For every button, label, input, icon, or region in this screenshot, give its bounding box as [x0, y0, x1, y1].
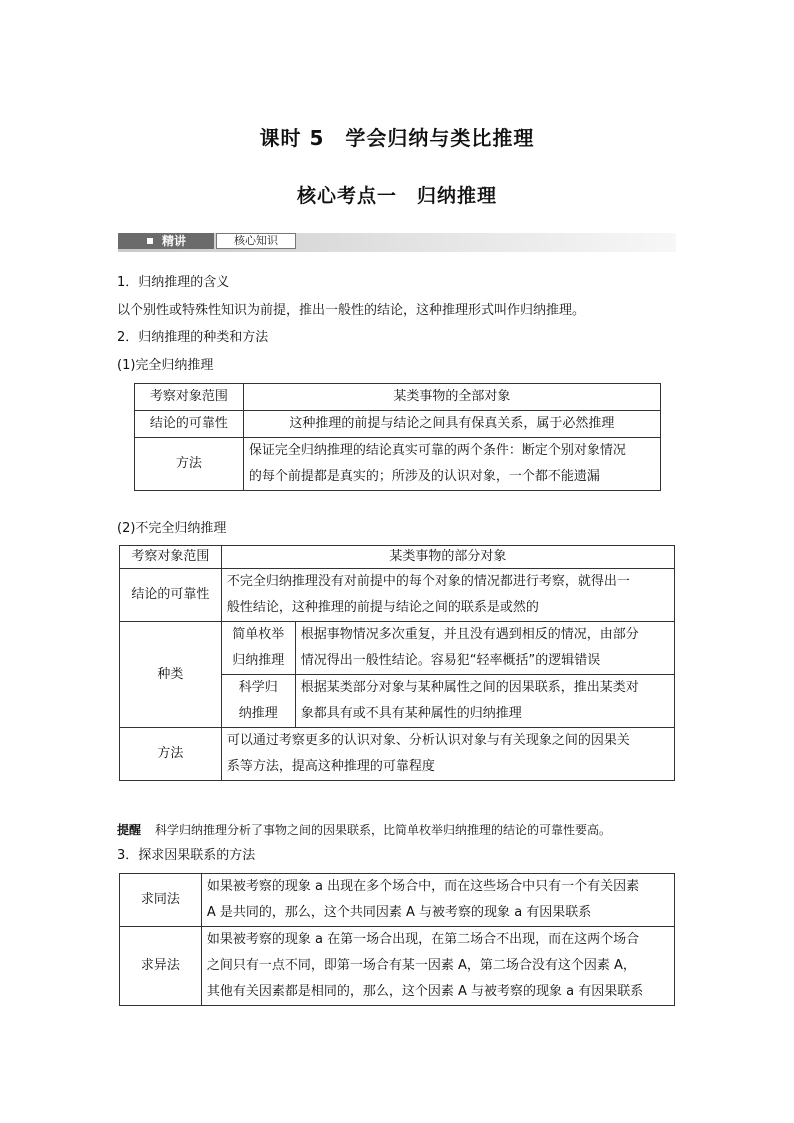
row-value: 如果被考察的现象 a 出现在多个场合中，而在这些场合中只有一个有关因素 A 是共同的，那么，这个共同因素 A 与被考察的现象 a 有因果联系: [201, 874, 674, 927]
table-row: [120, 927, 675, 1006]
table-row: [120, 546, 675, 569]
row-value: 某类事物的部分对象: [221, 546, 674, 569]
incomplete-caption: (2)不完全归纳推理: [117, 521, 227, 536]
row-label: 结论的可靠性: [135, 411, 244, 438]
table-row: [135, 411, 661, 438]
table-row: [135, 384, 661, 411]
sub-label: 科学归 纳推理: [221, 675, 295, 728]
row-label: 结论的可靠性: [120, 569, 222, 622]
row-value: 不完全归纳推理没有对前提中的每个对象的情况都进行考察，就得出一 般性结论，这种推理的前提与结论之间的联系是或然的: [221, 569, 674, 622]
table-row: [135, 438, 661, 491]
section-title: 核心考点一 归纳推理: [296, 185, 497, 207]
row-value: 可以通过考察更多的认识对象、分析认识对象与有关现象之间的因果关 系等方法，提高这种推理的可靠程度: [221, 728, 674, 781]
row-label: 种类: [120, 622, 222, 728]
row-label: 方法: [120, 728, 222, 781]
complete-induction-table: [134, 383, 661, 491]
complete-caption: (1)完全归纳推理: [117, 358, 214, 373]
row-value: 如果被考察的现象 a 在第一场合出现，在第二场合不出现，而在这两个场合 之间只有一点不同，即第一场合有某一因素 A，第二场合没有这个因素 A， 其他有关因素都是相同的，那么，这个因素 A 与被考察的现象 a 有因果联系: [201, 927, 674, 1006]
table-row: [120, 728, 675, 781]
row-value: 这种推理的前提与结论之间具有保真关系，属于必然推理: [243, 411, 660, 438]
row-value: 某类事物的全部对象: [243, 384, 660, 411]
row-label: 方法: [135, 438, 244, 491]
lesson-title: 课时 5 学会归纳与类比推理: [259, 126, 535, 150]
incomplete-induction-table: [119, 545, 675, 781]
heading-1: 1．归纳推理的含义: [117, 275, 230, 290]
row-label: 考察对象范围: [135, 384, 244, 411]
heading-2: 2．归纳推理的种类和方法: [117, 330, 269, 345]
tip-text: 科学归纳推理分析了事物之间的因果联系，比简单枚举归纳推理的结论的可靠性要高。: [155, 823, 612, 837]
square-bullet-icon: [147, 238, 153, 244]
row-value: 根据事物情况多次重复，并且没有遇到相反的情况，由部分 情况得出一般性结论。容易犯“轻率概括”的逻辑错误: [295, 622, 674, 675]
definition-text: 以个别性或特殊性知识为前提，推出一般性的结论，这种推理形式叫作归纳推理。: [117, 303, 586, 318]
table-row: [120, 569, 675, 622]
row-label: 求同法: [120, 874, 202, 927]
band-left-label: 精讲: [162, 234, 187, 248]
tip-label: 提醒: [117, 823, 142, 837]
causal-methods-table: [119, 873, 675, 1006]
heading-3: 3．探求因果联系的方法: [117, 848, 256, 863]
tip-note: [117, 822, 611, 838]
row-value: 保证完全归纳推理的结论真实可靠的两个条件：断定个别对象情况 的每个前提都是真实的；所涉及的认识对象，一个都不能遗漏: [243, 438, 660, 491]
band-right-label: 核心知识: [216, 233, 296, 249]
band-tag-dark: [118, 233, 214, 249]
row-label: 求异法: [120, 927, 202, 1006]
row-value: 根据某类部分对象与某种属性之间的因果联系，推出某类对 象都具有或不具有某种属性的归纳推理: [295, 675, 674, 728]
table-row: [120, 874, 675, 927]
sub-label: 简单枚举 归纳推理: [221, 622, 295, 675]
table-row: [120, 622, 675, 675]
row-label: 考察对象范围: [120, 546, 222, 569]
